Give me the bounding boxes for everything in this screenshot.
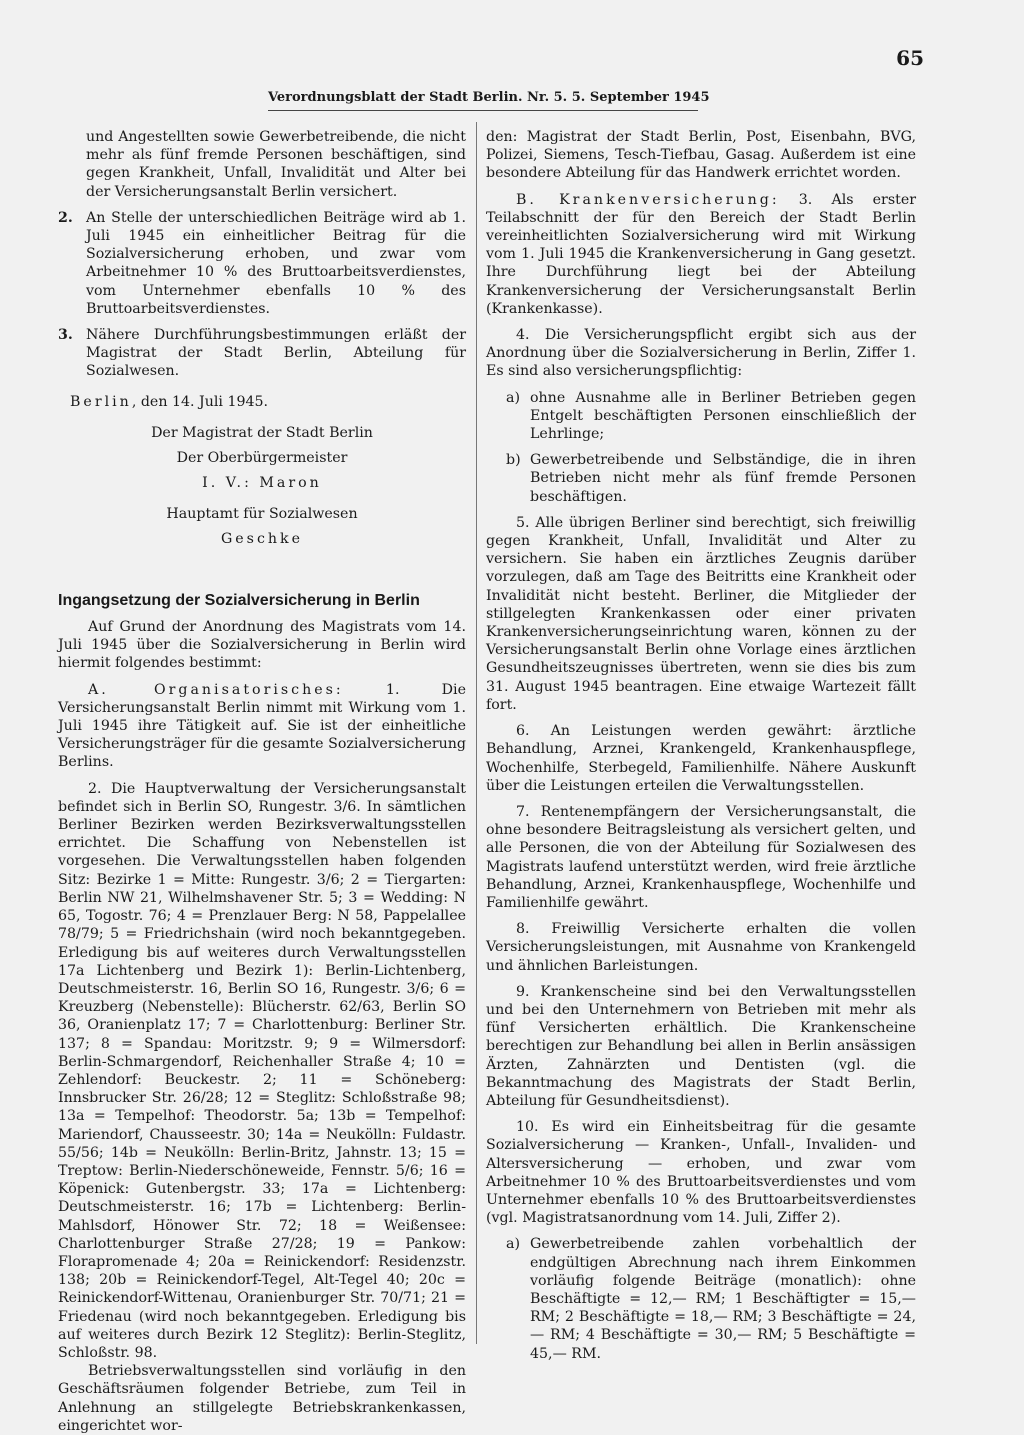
continued-paragraph: den: Magistrat der Stadt Berlin, Post, Eisenbahn, BVG, Polizei, Siemens, Tesch-Tiefbau, Gasag. Außerdem ist eine besondere Abteilung für das Handwerk errichtet worden. xyxy=(486,129,916,182)
item-number: 3. xyxy=(58,327,73,344)
section-a-paragraph xyxy=(58,681,466,772)
paragraph-6: 6. An Leistungen werden gewährt: ärztliche Behandlung, Arznei, Krankengeld, Krankenhauspflege, Wochenhilfe, Sterbegeld, Familienhilfe. Nähere Auskunft über die Leistungen erteilen die Verwaltungsstellen. xyxy=(486,723,916,794)
sub-item-a xyxy=(506,389,916,444)
date-text: , den 14. Juli 1945. xyxy=(131,393,269,410)
signature-line: Der Magistrat der Stadt Berlin xyxy=(151,424,373,441)
date-place: Berlin xyxy=(70,393,132,410)
sub-item-text: Gewerbetreibende und Selbständige, die in ihren Betrieben nicht mehr als fünf fremde Personen beschäftigen. xyxy=(530,452,916,505)
header-rule xyxy=(268,110,698,111)
paragraph-4: 4. Die Versicherungspflicht ergibt sich aus der Anordnung über die Sozialversicherung in Berlin, Ziffer 1. Es sind also versicherungspflichtig: xyxy=(486,327,916,380)
sub-item-label: a) xyxy=(506,389,520,406)
page-number: 65 xyxy=(896,46,924,70)
numbered-item-3 xyxy=(58,326,466,381)
sub-item-label: b) xyxy=(506,452,521,469)
section-a-text: 1. Die Versicherungsanstalt Berlin nimmt mit Wirkung vom 1. Juli 1945 ihre Tätigkeit auf. Sie ist der einheitliche Versicherungsträger für die gesamte Sozialversicherung Berlins. xyxy=(58,681,466,771)
item-text: Nähere Durchführungsbestimmungen erläßt der Magistrat der Stadt Berlin, Abteilung für Sozialwesen. xyxy=(86,327,466,380)
paragraph-7: 7. Rentenempfängern der Versicherungsanstalt, die ohne besondere Beitragsleistung als versichert gelten, und alle Personen, die von der Abteilung für Sozialwesen des Magistrats laufend unterstützt werden, wird freie ärztliche Behandlung, Arznei, Krankenhauspflege, Wochenhilfe und Familienhilfe gewährt. xyxy=(486,803,916,911)
intro-paragraph: Auf Grund der Anordnung des Magistrats vom 14. Juli 1945 über die Sozialversicherung in Berlin wird hiermit folgendes bestimmt: xyxy=(58,619,466,672)
column-divider xyxy=(476,122,477,1344)
signature-line: I. V.: Maron xyxy=(202,474,322,491)
section-b-text: 3. Als erster Teilabschnitt der für den Bereich der Stadt Berlin vereinheitlichten Sozialversicherung wird mit Wirkung vom 1. Juli 1945 die Krankenversicherung in Gang gesetzt. Ihre Durchführung liegt bei der Abteilung Krankenversicherung der Versicherungsanstalt Berlin (Krankenkasse). xyxy=(486,191,916,317)
signature-line: Geschke xyxy=(220,530,304,547)
paragraph-5: 5. Alle übrigen Berliner sind berechtigt, sich freiwillig gegen Krankheit, Unfall, Invalidität und Alter zu versichern. Sie haben ein ärztliches Zeugnis darüber vorzulegen, daß am Tage des Beitritts eine Krankheit oder Invalidität nicht besteht. Berliner, die Mitglieder der stillgelegten Krankenkassen oder einer privaten Krankenversicherungseinrichtung waren, können zu der Versicherungsanstalt Berlin ohne Vorlage eines ärztlichen Gesundheitszeugnisses übertreten, wenn sie dies bis zum 31. August 1945 beantragen. Eine etwaige Wartezeit fällt fort. xyxy=(486,514,916,713)
item-number: 2. xyxy=(58,209,73,226)
signature-line: Hauptamt für Sozialwesen xyxy=(166,505,358,522)
date-line xyxy=(58,393,466,411)
sub-item-10a xyxy=(506,1235,916,1362)
signature-block xyxy=(58,421,466,552)
section-a-label: A. Organisatorisches: xyxy=(88,681,344,698)
section-b-label: B. Krankenversicherung: xyxy=(516,191,780,208)
right-column xyxy=(486,128,916,1363)
paragraph-2: 2. Die Hauptverwaltung der Versicherungsanstalt befindet sich in Berlin SO, Rungestr. 3/6. In sämtlichen Berliner Bezirken werden Bezirksverwaltungsstellen errichtet. Die Schaffung von Nebenstellen ist vorgesehen. Die Verwaltungsstellen haben folgenden Sitz: Bezirke 1 = Mitte: Rungestr. 3/6; 2 = Tiergarten: Berlin NW 21, Wilhelmshavener Str. 5; 3 = Wedding: N 65, Togostr. 76; 4 = Prenzlauer Berg: N 58, Pappelallee 78/79; 5 = Friedrichshain (wird noch bekanntgegeben. Erledigung bis auf weiteres durch Verwaltungsstellen 17a Lichtenberg und Bezirk 1): Berlin-Lichtenberg, Deutschmeisterstr. 16, Berlin SO 16, Rungestr. 3/6; 6 = Kreuzberg (Nebenstelle): Blücherstr. 62/63, Berlin SO 36, Oranienplatz 17; 7 = Charlottenburg: Berliner Str. 137; 8 = Spandau: Moritzstr. 9; 9 = Wilmersdorf: Berlin-Schmargendorf, Reichenhaller Straße 4; 10 = Zehlendorf: Beuckestr. 2; 11 = Schöneberg: Innsbrucker Str. 26/28; 12 = Steglitz: Schloßstraße 98; 13a = Tempelhof: Theodorstr. 5a; 13b = Tempelhof: Mariendorf, Chausseestr. 30; 14a = Neukölln: Fuldastr. 55/56; 14b = Neukölln: Berlin-Britz, Jahnstr. 13; 15 = Treptow: Berlin-Niederschöneweide, Fennstr. 5/6; 16 = Köpenick: Gutenbergstr. 33; 17a = Lichtenberg: Deutschmeisterstr. 16; 17b = Lichtenberg: Berlin-Mahlsdorf, Hönower Str. 72; 18 = Weißensee: Charlottenburger Straße 27/28; 19 = Pankow: Florapromenade 4; 20a = Reinickendorf: Residenzstr. 138; 20b = Reinickendorf-Tegel, Alt-Tegel 40; 20c = Reinickendorf-Wittenau, Oranienburger Str. 70/71; 21 = Friedenau (wird noch bekanntgegeben. Erledigung bis auf weiteres durch Bezirk 12 Steglitz): Berlin-Steglitz, Schloßstr. 98. xyxy=(58,780,466,1361)
signature-line: Der Oberbürgermeister xyxy=(176,449,348,466)
numbered-item-2 xyxy=(58,209,466,318)
continued-paragraph: und Angestellten sowie Gewerbetreibende, die nicht mehr als fünf fremde Personen beschäftigen, sind gegen Krankheit, Unfall, Invalidität und Alter bei der Versicherungsanstalt Berlin versichert. xyxy=(86,129,466,200)
paragraph-9: 9. Krankenscheine sind bei den Verwaltungsstellen und bei den Unternehmern von Betrieben mit mehr als fünf Versicherten erhältlich. Die Krankenscheine berechtigen zur Behandlung bei allen in Berlin ansässigen Ärzten, Zahnärzten und Dentisten (vgl. die Bekanntmachung des Magistrats der Stadt Berlin, Abteilung für Gesundheitsdienst). xyxy=(486,983,916,1109)
sub-item-b xyxy=(506,451,916,506)
sub-item-text: Gewerbetreibende zahlen vorbehaltlich der endgültigen Abrechnung nach ihrem Einkommen vorläufig folgende Beiträge (monatlich): ohne Beschäftigte = 12,— RM; 1 Beschäftigter = 15,— RM; 2 Beschäftigte = 18,— RM; 3 Beschäftigte = 24,— RM; 4 Beschäftigte = 30,— RM; 5 Beschäftigte = 45,— RM. xyxy=(530,1236,916,1362)
paragraph-8: 8. Freiwillig Versicherte erhalten die vollen Versicherungsleistungen, mit Ausnahme von Krankengeld und ähnlichen Barleistungen. xyxy=(486,921,916,974)
paragraph-betrieb: Betriebsverwaltungsstellen sind vorläufig in den Geschäftsräumen folgender Betriebe, zum Teil in Anlehnung an stillgelegte Betriebskrankenkassen, eingerichtet wor- xyxy=(58,1363,466,1434)
section-heading: Ingangsetzung der Sozialversicherung in Berlin xyxy=(58,591,420,609)
item-text: An Stelle der unterschiedlichen Beiträge wird ab 1. Juli 1945 ein einheitlicher Beitrag für die Sozialversicherung erhoben, und zwar vom Arbeitnehmer 10 % des Bruttoarbeitsverdienstes, vom Unternehmer ebenfalls 10 % des Bruttoarbeitsverdienstes. xyxy=(86,209,466,317)
running-header: Verordnungsblatt der Stadt Berlin. Nr. 5. 5. September 1945 xyxy=(268,90,710,105)
sub-item-label: a) xyxy=(506,1236,520,1253)
paragraph-10: 10. Es wird ein Einheitsbeitrag für die gesamte Sozialversicherung — Kranken-, Unfall-, Invaliden- und Altersversicherung — erhoben, und zwar vom Arbeitnehmer 10 % des Bruttoarbeitsverdienstes und vom Unternehmer ebenfalls 10 % des Bruttoarbeitsverdienstes (vgl. Magistratsanordnung vom 14. Juli, Ziffer 2). xyxy=(486,1119,916,1227)
sub-item-text: ohne Ausnahme alle in Berliner Betrieben gegen Entgelt beschäftigten Personen einschließlich der Lehrlinge; xyxy=(530,389,916,443)
left-column xyxy=(58,128,466,1435)
section-b-paragraph xyxy=(486,191,916,318)
